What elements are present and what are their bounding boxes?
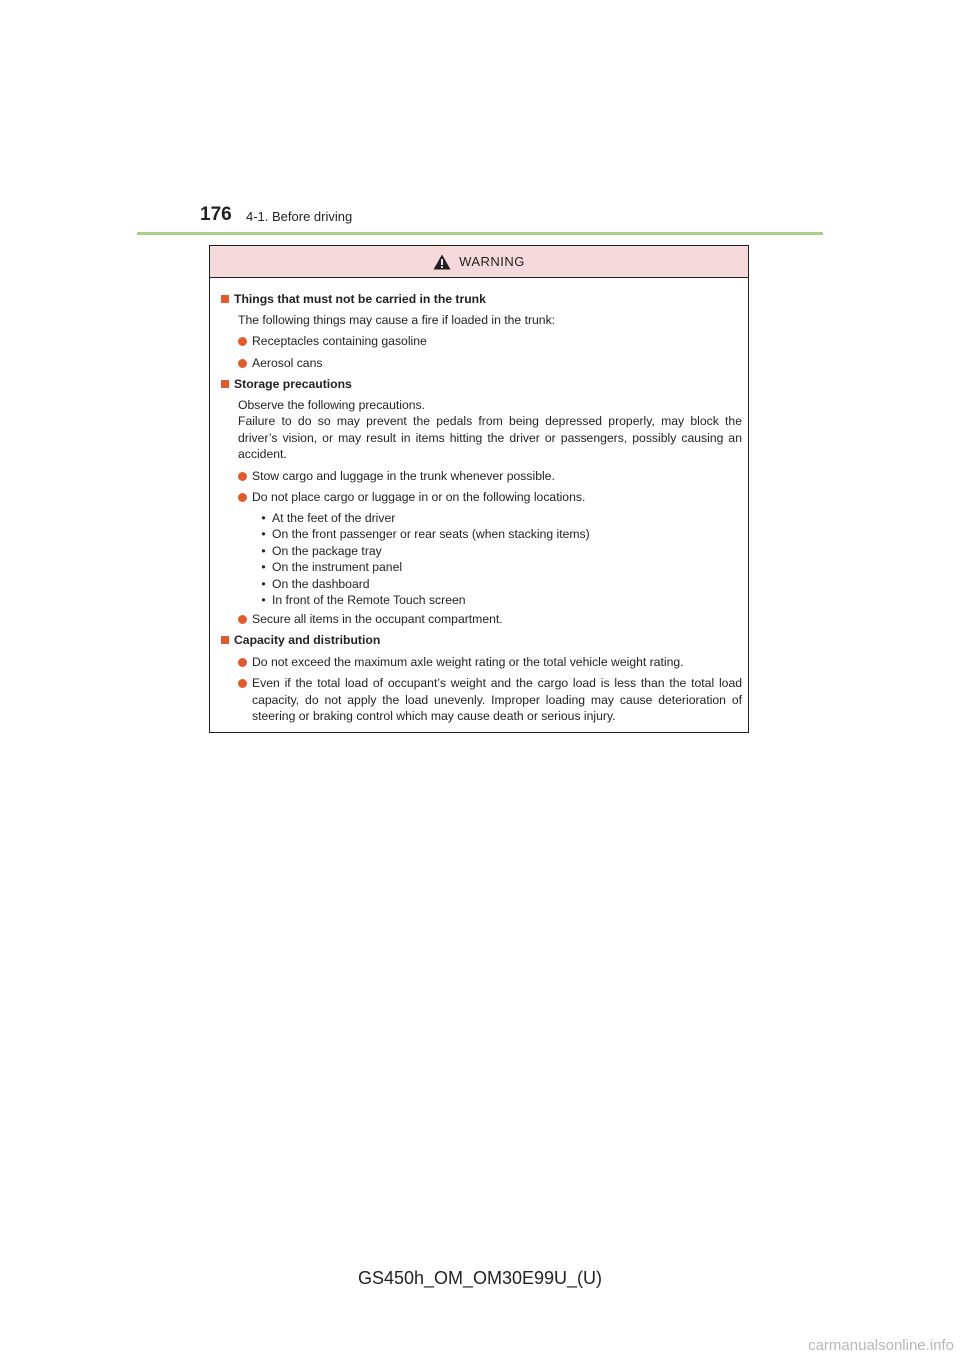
warning-box	[209, 245, 749, 733]
list-item-text: Do not exceed the maximum axle weight rating or the total vehicle weight rating.	[252, 654, 684, 669]
sub-list-item	[258, 526, 742, 543]
round-bullet-icon	[238, 359, 247, 368]
sub-list-item	[258, 510, 742, 527]
document-code: GS450h_OM_OM30E99U_(U)	[357, 1268, 603, 1288]
list-item-text: Secure all items in the occupant compartment.	[252, 611, 503, 626]
section-title: 4-1. Before driving	[246, 209, 353, 224]
section-heading	[218, 291, 742, 308]
page-number: 176	[200, 204, 232, 225]
list-item	[218, 489, 742, 506]
bullet-dot-icon: •	[261, 510, 266, 525]
sub-list-item	[258, 592, 742, 609]
sub-list-item-text: On the instrument panel	[272, 560, 403, 574]
square-bullet-icon	[221, 636, 229, 644]
list-item	[218, 611, 742, 628]
round-bullet-icon	[238, 679, 247, 688]
round-bullet-icon	[238, 337, 247, 346]
watermark: carmanualsonline.info	[808, 1337, 954, 1354]
sub-list	[218, 510, 742, 609]
square-bullet-icon	[221, 295, 229, 303]
warning-header	[210, 246, 748, 278]
round-bullet-icon	[238, 472, 247, 481]
bullet-dot-icon: •	[261, 527, 266, 541]
list-item	[218, 333, 742, 350]
sub-list-item	[258, 559, 742, 576]
list-item-text: Stow cargo and luggage in the trunk whenever possible.	[252, 468, 555, 483]
list-item-text: Receptacles containing gasoline	[252, 334, 427, 348]
sub-list-item-text: On the front passenger or rear seats (when stacking items)	[272, 527, 590, 541]
paragraph: Observe the following precautions.	[238, 397, 425, 412]
section-heading	[218, 632, 742, 649]
list-item-text: Even if the total load of occupant’s weight and the cargo load is less than the total load capacity, do not apply the load unevenly. Improper loading may cause deterioration of steering or braking control which may cause death or serious injury.	[252, 676, 742, 723]
list-item	[218, 654, 742, 671]
bullet-dot-icon: •	[261, 560, 266, 574]
section-heading	[218, 376, 742, 393]
section-heading-text: Things that must not be carried in the trunk	[234, 292, 486, 306]
sub-list-item-text: In front of the Remote Touch screen	[272, 593, 466, 607]
list-item-text: Do not place cargo or luggage in or on the following locations.	[252, 490, 586, 504]
paragraph: Failure to do so may prevent the pedals from being depressed properly, may block the driver’s vision, or may result in items hitting the driver or passengers, possibly causing an accident.	[238, 414, 742, 461]
round-bullet-icon	[238, 658, 247, 667]
round-bullet-icon	[238, 615, 247, 624]
sub-list-item-text: At the feet of the driver	[272, 510, 396, 525]
bullet-dot-icon: •	[261, 543, 266, 558]
square-bullet-icon	[221, 380, 229, 388]
bullet-dot-icon: •	[261, 593, 266, 607]
sub-list-item	[258, 576, 742, 593]
sub-list-item-text: On the package tray	[272, 543, 382, 558]
paragraph: The following things may cause a fire if loaded in the trunk:	[238, 312, 556, 327]
section-heading-text: Storage precautions	[234, 377, 352, 391]
list-item-text: Aerosol cans	[252, 355, 323, 370]
list-item	[218, 355, 742, 372]
sub-list-item	[258, 543, 742, 560]
sub-list-item-text: On the dashboard	[272, 576, 370, 591]
bullet-dot-icon: •	[261, 576, 266, 591]
round-bullet-icon	[238, 493, 247, 502]
list-item	[218, 468, 742, 485]
warning-body	[210, 278, 748, 725]
header-divider	[137, 232, 823, 235]
list-item	[218, 675, 742, 725]
section-heading-text: Capacity and distribution	[234, 633, 381, 647]
warning-triangle-icon	[433, 254, 451, 270]
warning-title: WARNING	[459, 254, 525, 269]
